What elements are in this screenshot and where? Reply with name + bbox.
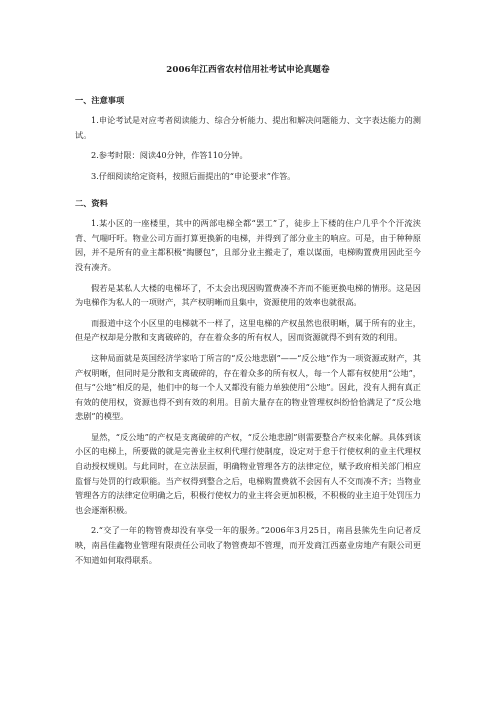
material-paragraph-3: 而报道中这个小区里的电梯就不一样了，这里电梯的产权虽然也很明晰，属于所有的业主，但是产权却是分散和支离破碎的，存在着众多的所有权人，因而资源就得不到有效的利用。 <box>75 317 421 343</box>
section-heading-notes: 一、注意事项 <box>75 94 125 105</box>
material-paragraph-1: 1.某小区的一座楼里，其中的两部电梯全都“罢工”了，徒步上下楼的住户几乎个个汗流浃背、气喘吁吁。物业公司方面打算更换新的电梯，并得到了部分业主的响应。可是，由于种种原因，并不是所有的业主都积极“掏腰包”，且部分业主搬走了，难以谋面，电梯购置费用因此至今没有凑齐。 <box>75 218 421 272</box>
note-item-2: 2.参考时限：阅读40分钟，作答110分钟。 <box>91 150 248 161</box>
material-paragraph-4: 这种局面就是英国经济学家哈丁所言的“反公地悲剧”——“反公地”作为一项资源或财产，其产权明晰，但同时是分散和支离破碎的，存在着众多的所有权人，每一个人都有权使用“公地”，但与“公地”相反的是，他们中的每一个人又都没有能力单独使用“公地”。因此，没有人拥有真正有效的使用权，资源也得不到有效的利用。目前大量存在的物业管理权纠纷恰恰满足了“反公地悲剧”的模型。 <box>75 352 421 422</box>
material-paragraph-2: 假若是某私人大楼的电梯坏了，不太会出现因购置费凑不齐而不能更换电梯的情形。这是因为电梯作为私人的一项财产，其产权明晰而且集中，资源使用的效率也就很高。 <box>75 282 421 308</box>
note-item-3: 3.仔细阅读给定资料，按照后面提出的“申论要求”作答。 <box>91 170 296 181</box>
material-paragraph-5: 显然，“反公地”的产权是支离破碎的产权，“反公地悲剧”则需要整合产权来化解。具体到该小区的电梯上，所要做的就是完善业主权利代理行使制度，设定对于怠于行使权利的业主代理权自动授权规则。与此同时，在立法层面，明确物业管理各方的法律定位，赋予政府相关部门相应监督与处罚的行政职能。当产权得到整合之后，电梯购置费就不会因有人不交而凑不齐；当物业管理各方的法律定位明确之后，积极行使权力的业主将会更加积极，不积极的业主迫于处罚压力也会逐渐积极。 <box>75 431 421 515</box>
document-title: 2006年江西省农村信用社考试申论真题卷 <box>166 65 330 75</box>
section-heading-materials: 二、资料 <box>75 197 108 208</box>
document-content <box>75 63 421 573</box>
material-paragraph-6: 2.“交了一年的物管费却没有享受一年的服务。”2006年3月25日，南昌县熊先生向记者反映，南昌佳鑫物业管理有限责任公司收了物管费却不管理，而开发商江西嘉业房地产有限公司更不知道如何取得联系。 <box>75 525 421 565</box>
note-item-1: 1.申论考试是对应考者阅读能力、综合分析能力、提出和解决问题能力、文字表达能力的测试。 <box>75 115 421 140</box>
